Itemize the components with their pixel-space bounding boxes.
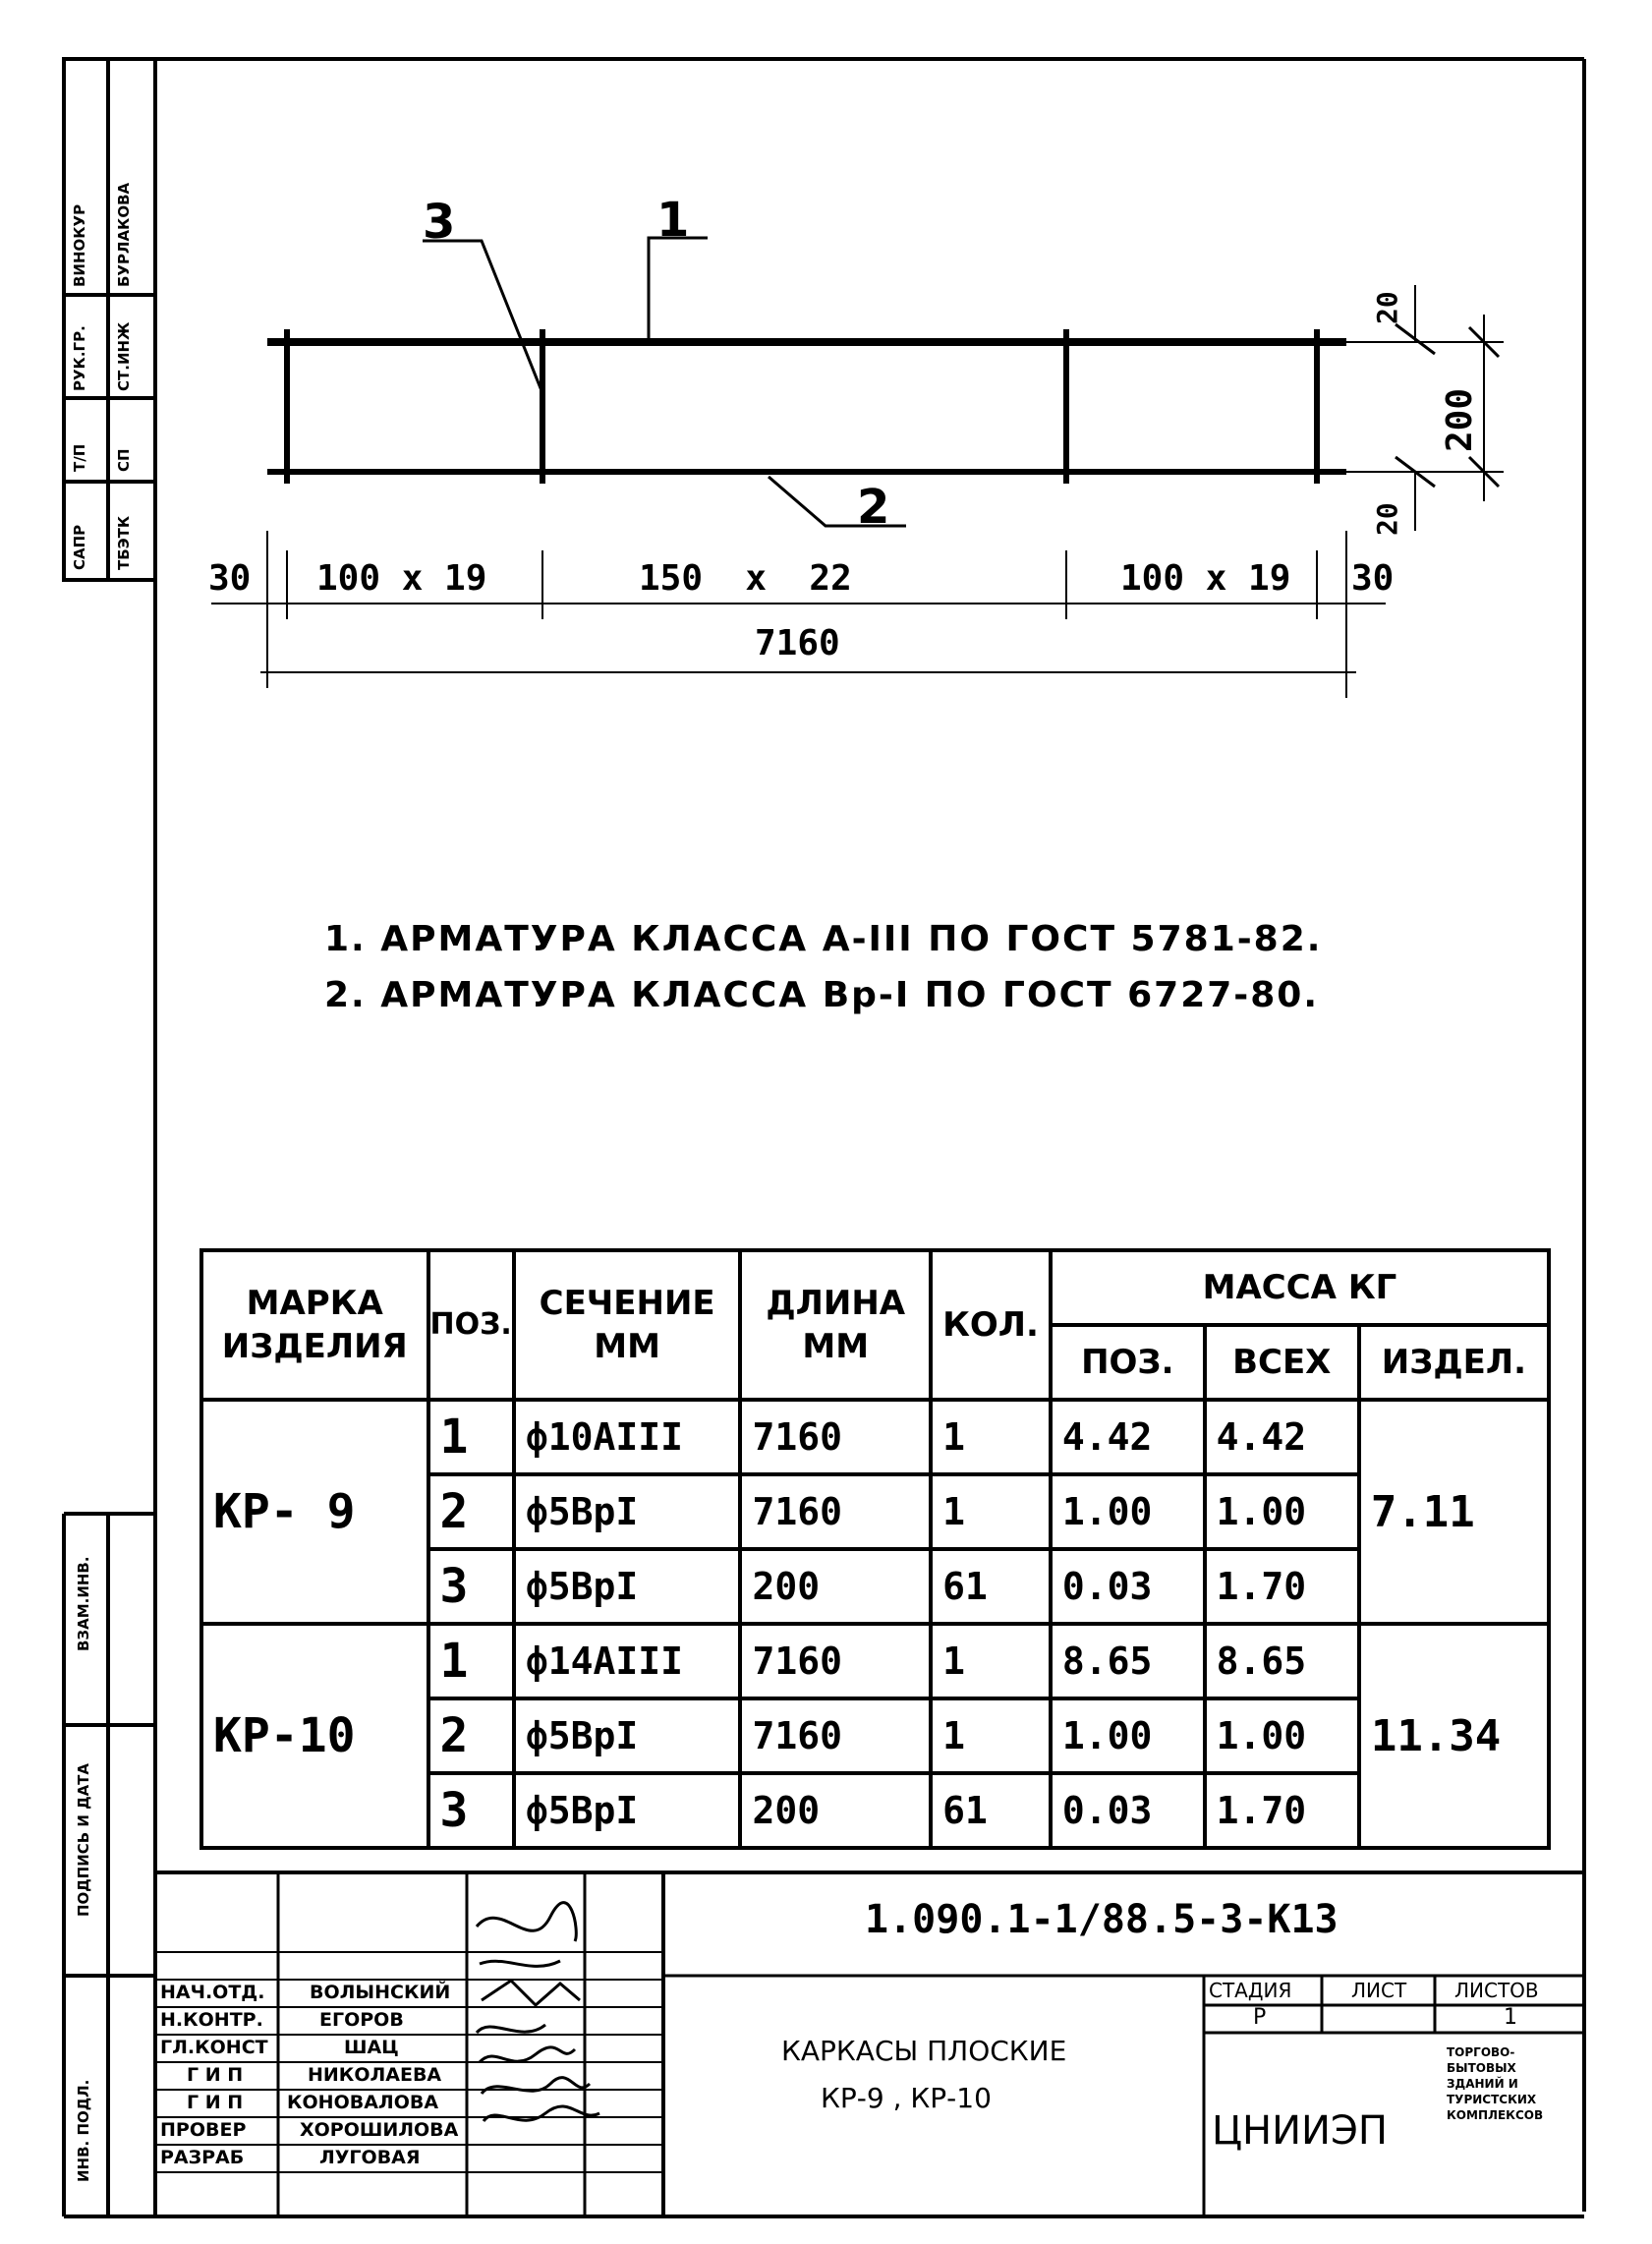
sheets-value: 1 <box>1504 2005 1517 2030</box>
stage-label: СТАДИЯ <box>1209 1979 1292 2002</box>
side-stamp-lower: ВЗАМ.ИНВ. <box>75 1556 92 1651</box>
dim-right-end: 30 <box>1351 558 1395 599</box>
mass-pos-cell: 0.03 <box>1051 1773 1205 1848</box>
document-code: 1.090.1-1/88.5-3-К13 <box>865 1897 1339 1942</box>
tb-role: Н.КОНТР. <box>160 2009 263 2031</box>
header-mass: МАССА КГ <box>1051 1250 1549 1325</box>
side-stamp-cell: СП <box>115 448 133 472</box>
pos-cell: 1 <box>428 1624 514 1698</box>
section-cell: ф5ВрI <box>514 1698 741 1773</box>
tb-role: Г И П <box>187 2092 244 2113</box>
side-stamp-lower: ИНВ. ПОДЛ. <box>75 2079 92 2182</box>
side-stamp-cell: САПР <box>71 524 88 570</box>
tb-role: РАЗРАБ <box>160 2147 245 2168</box>
callout-2: 2 <box>857 480 890 535</box>
pos-cell: 2 <box>428 1474 514 1549</box>
qty-cell: 1 <box>931 1624 1051 1698</box>
side-stamp-cell: РУК.ГР. <box>71 325 88 391</box>
header-pos: ПОЗ. <box>428 1250 514 1400</box>
dim-right-spacing: 100 x 19 <box>1120 558 1291 599</box>
length-cell: 7160 <box>740 1474 931 1549</box>
tb-name: ЕГОРОВ <box>319 2009 404 2031</box>
side-stamp-cell: ТБЭТК <box>115 515 133 570</box>
org-desc-line: БЫТОВЫХ <box>1447 2061 1516 2075</box>
tb-name: ЛУГОВАЯ <box>319 2147 421 2168</box>
mass-all-cell: 1.00 <box>1205 1698 1359 1773</box>
mass-pos-cell: 1.00 <box>1051 1474 1205 1549</box>
header-mass-pos: ПОЗ. <box>1051 1325 1205 1400</box>
header-qty: КОЛ. <box>931 1250 1051 1400</box>
dim-left-end: 30 <box>208 558 252 599</box>
qty-cell: 1 <box>931 1698 1051 1773</box>
org-desc-line: ЗДАНИЙ И <box>1447 2077 1518 2091</box>
note-1: 1. АРМАТУРА КЛАССА А-III ПО ГОСТ 5781-82. <box>324 919 1323 959</box>
tb-name: НИКОЛАЕВА <box>308 2064 442 2086</box>
item-mass-cell: 11.34 <box>1359 1624 1549 1848</box>
organization-description <box>1447 2044 1543 2123</box>
section-cell: ф5ВрI <box>514 1474 741 1549</box>
qty-cell: 1 <box>931 1474 1051 1549</box>
dim-height: 200 <box>1440 387 1480 452</box>
organization-name: ЦНИИЭП <box>1212 2108 1388 2154</box>
mark-cell: КР-10 <box>201 1624 428 1848</box>
qty-cell: 61 <box>931 1549 1051 1624</box>
item-mass-cell: 7.11 <box>1359 1400 1549 1624</box>
tb-name: ХОРОШИЛОВА <box>300 2119 459 2141</box>
section-cell: ф14АIII <box>514 1624 741 1698</box>
document-subtitle: КР-9 , КР-10 <box>821 2082 992 2114</box>
length-cell: 200 <box>740 1773 931 1848</box>
section-cell: ф5ВрI <box>514 1773 741 1848</box>
mass-all-cell: 1.70 <box>1205 1773 1359 1848</box>
header-length: ДЛИНА ММ <box>740 1250 931 1400</box>
pos-cell: 3 <box>428 1549 514 1624</box>
pos-cell: 3 <box>428 1773 514 1848</box>
org-desc-line: ТОРГОВО- <box>1447 2045 1515 2059</box>
mass-pos-cell: 4.42 <box>1051 1400 1205 1474</box>
header-mass-all: ВСЕХ <box>1205 1325 1359 1400</box>
sheets-label: ЛИСТОВ <box>1454 1979 1539 2002</box>
qty-cell: 61 <box>931 1773 1051 1848</box>
header-mass-item: ИЗДЕЛ. <box>1359 1325 1549 1400</box>
pos-cell: 2 <box>428 1698 514 1773</box>
dim-total-length: 7160 <box>755 623 840 663</box>
mark-cell: КР- 9 <box>201 1400 428 1624</box>
section-cell: ф10АIII <box>514 1400 741 1474</box>
length-cell: 7160 <box>740 1624 931 1698</box>
tb-name: КОНОВАЛОВА <box>287 2092 439 2113</box>
sheet-label: ЛИСТ <box>1351 1979 1407 2002</box>
mass-all-cell: 4.42 <box>1205 1400 1359 1474</box>
signatures <box>477 1903 599 2121</box>
length-cell: 200 <box>740 1549 931 1624</box>
org-desc-line: ТУРИСТСКИХ <box>1447 2093 1537 2106</box>
mass-pos-cell: 0.03 <box>1051 1549 1205 1624</box>
mass-pos-cell: 1.00 <box>1051 1698 1205 1773</box>
pos-cell: 1 <box>428 1400 514 1474</box>
side-stamp-cell: БУРЛАКОВА <box>115 182 133 287</box>
qty-cell: 1 <box>931 1400 1051 1474</box>
length-cell: 7160 <box>740 1400 931 1474</box>
tb-role: НАЧ.ОТД. <box>160 1982 265 2003</box>
section-cell: ф5ВрI <box>514 1549 741 1624</box>
document-title: КАРКАСЫ ПЛОСКИЕ <box>781 2035 1067 2067</box>
stage-value: Р <box>1253 2005 1267 2030</box>
mass-all-cell: 1.00 <box>1205 1474 1359 1549</box>
tb-name: ШАЦ <box>344 2037 399 2058</box>
org-desc-line: КОМПЛЕКСОВ <box>1447 2108 1544 2122</box>
tb-role: ПРОВЕР <box>160 2119 247 2141</box>
tb-name: ВОЛЫНСКИЙ <box>310 1982 451 2003</box>
mass-all-cell: 8.65 <box>1205 1624 1359 1698</box>
header-section: СЕЧЕНИЕ ММ <box>514 1250 741 1400</box>
length-cell: 7160 <box>740 1698 931 1773</box>
callout-1: 1 <box>656 193 690 248</box>
tb-role: Г И П <box>187 2064 244 2086</box>
tb-role: ГЛ.КОНСТ <box>160 2037 268 2058</box>
mass-all-cell: 1.70 <box>1205 1549 1359 1624</box>
dim-bottom-cover: 20 <box>1371 502 1403 536</box>
note-2: 2. АРМАТУРА КЛАССА Вр-I ПО ГОСТ 6727-80. <box>324 975 1320 1015</box>
dim-middle-spacing: 150 x 22 <box>639 558 852 599</box>
side-stamp-lower: ПОДПИСЬ И ДАТА <box>75 1762 92 1917</box>
dim-left-spacing: 100 x 19 <box>316 558 487 599</box>
side-stamp-cell: СТ.ИНЖ <box>115 321 133 391</box>
header-mark: МАРКА ИЗДЕЛИЯ <box>201 1250 428 1400</box>
side-stamp-cell: ВИНОКУР <box>71 203 88 287</box>
callout-3: 3 <box>423 195 456 250</box>
dim-top-cover: 20 <box>1371 291 1403 324</box>
side-stamp-cell: Т/П <box>71 443 88 472</box>
mass-pos-cell: 8.65 <box>1051 1624 1205 1698</box>
